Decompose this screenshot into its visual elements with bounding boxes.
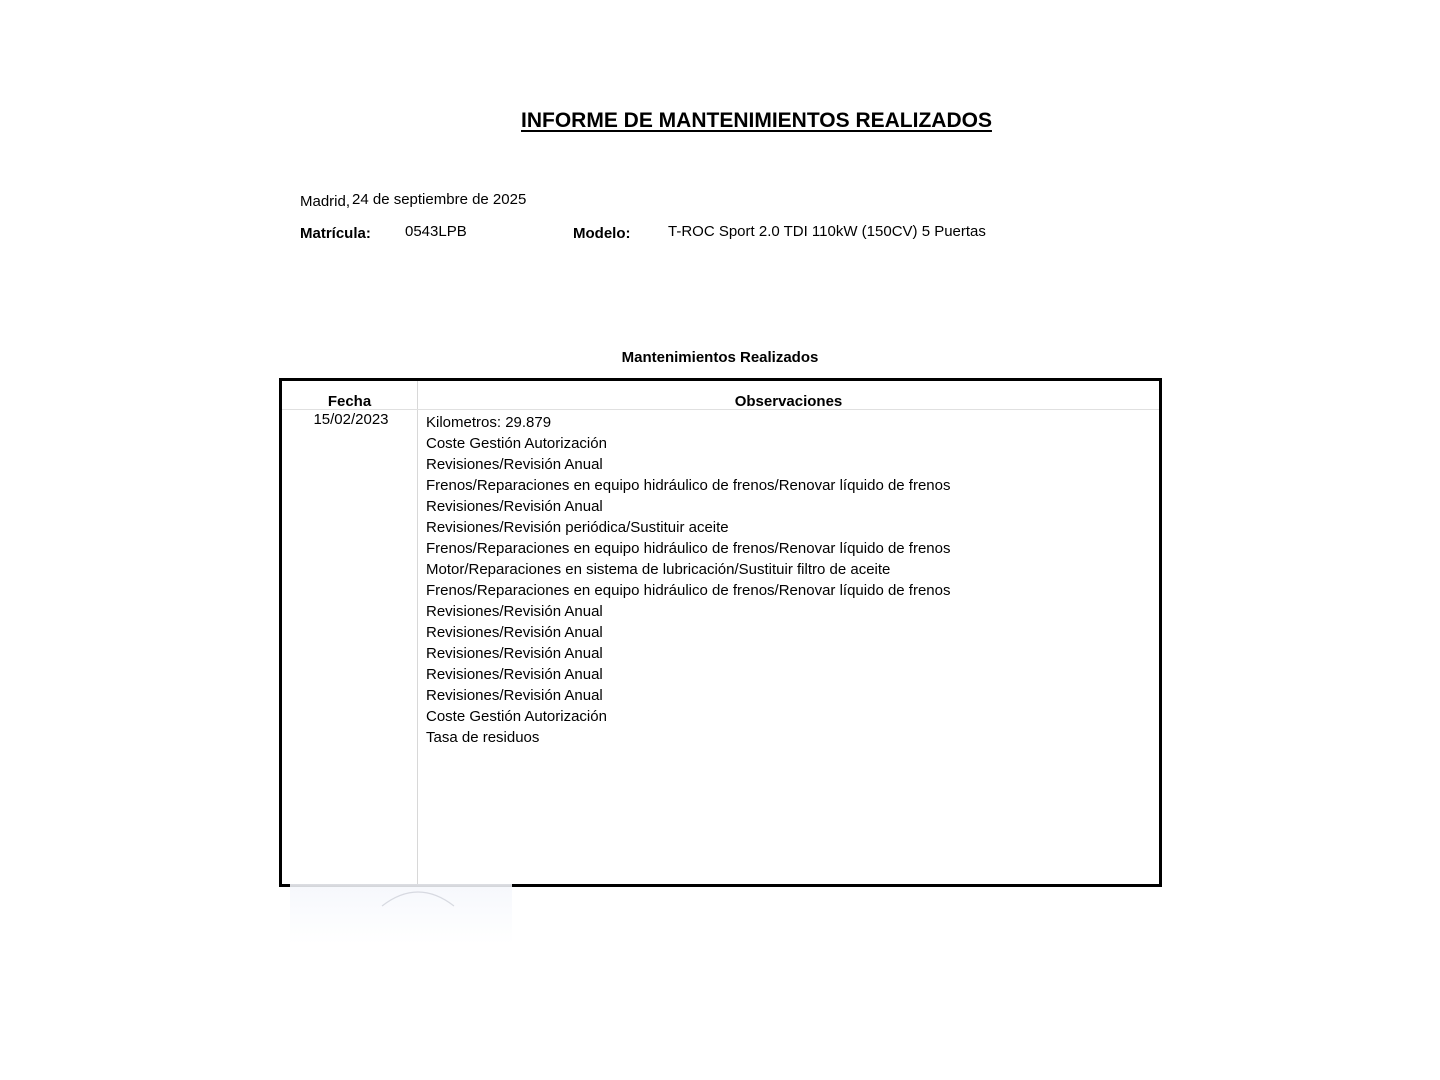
observation-item: Frenos/Reparaciones en equipo hidráulico de frenos/Renovar líquido de frenos [426,582,951,599]
row-date: 15/02/2023 [313,411,389,428]
observation-item: Revisiones/Revisión Anual [426,624,603,641]
observation-item: Revisiones/Revisión Anual [426,645,603,662]
maintenance-table [279,378,1162,887]
plate-label: Matrícula: [300,225,371,242]
maintenance-section-title: Mantenimientos Realizados [621,349,819,366]
observation-item: Kilometros: 29.879 [426,414,552,431]
model-value: T-ROC Sport 2.0 TDI 110kW (150CV) 5 Puertas [668,223,986,240]
observation-item: Revisiones/Revisión Anual [426,666,603,683]
observation-item: Revisiones/Revisión Anual [426,687,603,704]
observation-item: Tasa de residuos [426,729,540,746]
observations-list [426,412,951,748]
observation-item: Coste Gestión Autorización [426,435,607,452]
observation-item: Revisiones/Revisión periódica/Sustituir aceite [426,519,729,536]
column-divider [417,381,418,884]
plate-value: 0543LPB [405,223,467,240]
observation-item: Revisiones/Revisión Anual [426,456,603,473]
observation-item: Motor/Reparaciones en sistema de lubricación/Sustituir filtro de aceite [426,561,891,578]
column-header-observaciones: Observaciones [734,393,843,410]
stamp-arc-icon [290,884,512,924]
city-label: Madrid, [300,193,351,210]
observation-item: Coste Gestión Autorización [426,708,607,725]
observation-item: Frenos/Reparaciones en equipo hidráulico de frenos/Renovar líquido de frenos [426,477,951,494]
faded-stamp [290,884,512,944]
model-label: Modelo: [573,225,631,242]
observation-item: Revisiones/Revisión Anual [426,603,603,620]
report-date: 24 de septiembre de 2025 [352,191,527,208]
observation-item: Revisiones/Revisión Anual [426,498,603,515]
observation-item: Frenos/Reparaciones en equipo hidráulico de frenos/Renovar líquido de frenos [426,540,951,557]
column-header-fecha: Fecha [327,393,372,410]
report-title: INFORME DE MANTENIMIENTOS REALIZADOS [521,109,992,132]
